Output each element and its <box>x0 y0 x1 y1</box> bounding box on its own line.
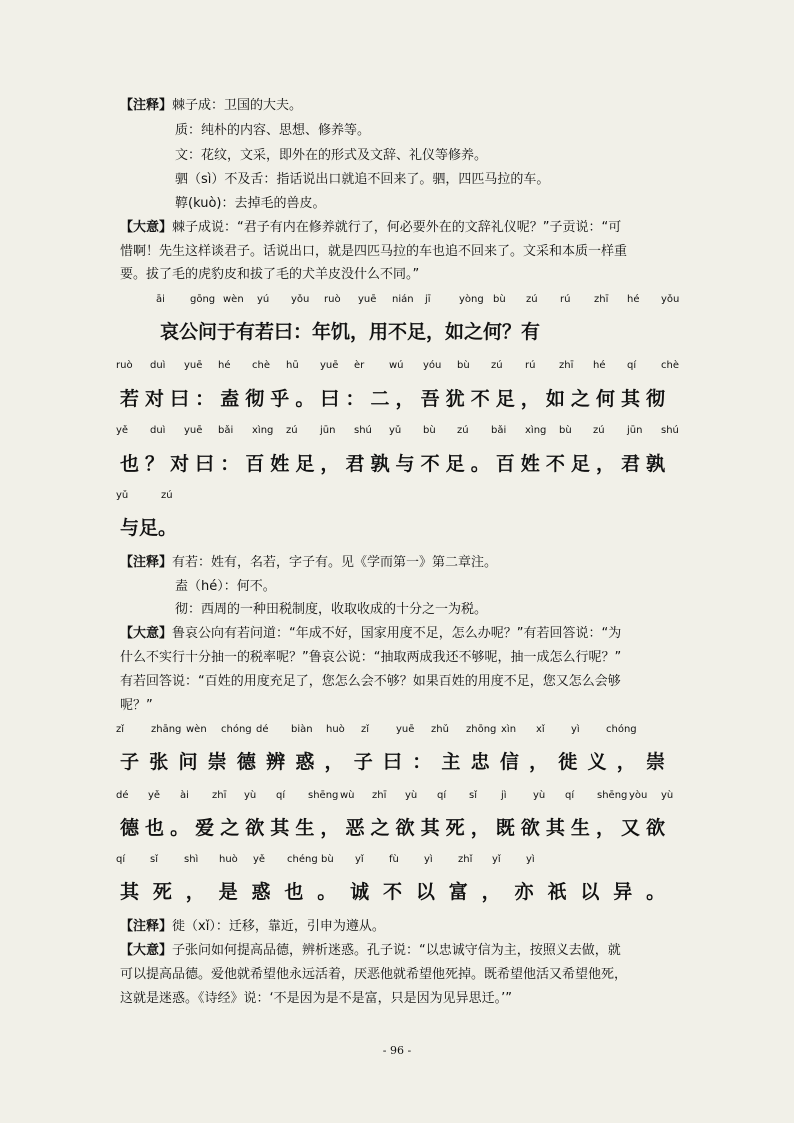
meaning-line: 【大意】子张问如何提高品德，辨析迷惑。孔子说：“以忠诚守信为主，按照义去做，就 <box>120 943 621 958</box>
pinyin-syllable: bù <box>457 360 470 371</box>
pinyin-syllable: hū <box>286 360 299 371</box>
pinyin-syllable: ruò <box>116 360 133 371</box>
pinyin-syllable: xìng <box>252 425 274 436</box>
pinyin-syllable: hé <box>627 294 640 305</box>
pinyin-syllable: ruò <box>324 294 341 305</box>
pinyin-syllable: duì <box>150 360 166 371</box>
meaning-line: 惜啊！先生这样谈君子。话说出口，就是四匹马拉的车也追不回来了。文采和本质一样重 <box>120 244 628 259</box>
meaning-label: 【大意】 <box>120 220 173 235</box>
pinyin-syllable: yǔ <box>389 425 402 436</box>
pinyin-syllable: chè <box>661 360 679 371</box>
classic-text-line: 子张问崇德辨惑，子曰：主忠信，徙义，崇 <box>120 751 676 773</box>
meaning-line: 【大意】鲁哀公向有若问道：“年成不好，国家用度不足，怎么办呢？”有若回答说：“为 <box>120 626 622 641</box>
pinyin-syllable: dé <box>256 724 269 735</box>
classic-text-line: 若对曰：盍彻乎。曰：二，吾犹不足，如之何其彻 <box>120 388 672 410</box>
pinyin-syllable: sǐ <box>469 790 477 801</box>
pinyin-syllable: bǎi <box>218 425 234 436</box>
meaning-line: 这就是迷惑。《诗经》说：‘不是因为是不是富，只是因为见异思迁。’” <box>120 991 512 1006</box>
pinyin-syllable: zǐ <box>361 724 370 735</box>
note-line: 【注释】有若：姓有，名若，字子有。见《学而第一》第二章注。 <box>120 555 498 570</box>
note-line: 文：花纹，文采，即外在的形式及文辞、礼仪等修养。 <box>175 148 488 163</box>
pinyin-syllable: wèn <box>223 294 244 305</box>
pinyin-syllable: zú <box>491 360 503 371</box>
pinyin-syllable: yě <box>116 425 129 436</box>
meaning-label: 【大意】 <box>120 943 173 958</box>
pinyin-syllable: nián <box>392 294 414 305</box>
pinyin-syllable: yuē <box>320 360 339 371</box>
pinyin-syllable: shú <box>354 425 372 436</box>
pinyin-syllable: zhǐ <box>458 854 473 865</box>
pinyin-syllable: hé <box>218 360 231 371</box>
pinyin-syllable: chóng <box>221 724 252 735</box>
pinyin-syllable: zhī <box>559 360 574 371</box>
pinyin-syllable: zhōng <box>466 724 497 735</box>
pinyin-syllable: rú <box>560 294 571 305</box>
pinyin-syllable: yì <box>424 854 433 865</box>
pinyin-syllable: yù <box>244 790 257 801</box>
pinyin-syllable: dé <box>116 790 129 801</box>
pinyin-syllable: yòu <box>629 790 648 801</box>
pinyin-syllable: jūn <box>627 425 643 436</box>
pinyin-syllable: yǐ <box>355 854 364 865</box>
pinyin-syllable: yù <box>405 790 418 801</box>
pinyin-syllable: qí <box>627 360 637 371</box>
pinyin-syllable: chéng <box>287 854 318 865</box>
pinyin-syllable: sǐ <box>150 854 158 865</box>
pinyin-syllable: yóu <box>423 360 442 371</box>
classic-text-line: 其死，是惑也。诚不以富，亦祇以异。 <box>120 881 679 903</box>
meaning-line: 什么不实行十分抽一的税率呢？”鲁哀公说：“抽取两成我还不够呢，抽一成怎么行呢？” <box>120 650 622 665</box>
pinyin-syllable: bǎi <box>491 425 507 436</box>
pinyin-syllable: yuē <box>358 294 377 305</box>
pinyin-syllable: yǒu <box>291 294 310 305</box>
meaning-label: 【大意】 <box>120 626 173 641</box>
pinyin-syllable: èr <box>354 360 365 371</box>
meaning-line: 呢？” <box>120 698 153 713</box>
pinyin-syllable: zú <box>457 425 469 436</box>
note-line: 【注释】徙（xǐ）：迁移，靠近，引申为遵从。 <box>120 919 385 934</box>
pinyin-syllable: jūn <box>320 425 336 436</box>
meaning-line: 【大意】棘子成说：“君子有内在修养就行了，何必要外在的文辞礼仪呢？”子贡说：“可 <box>120 220 622 235</box>
pinyin-syllable: zú <box>593 425 605 436</box>
pinyin-syllable: xìng <box>525 425 547 436</box>
pinyin-syllable: shì <box>184 854 199 865</box>
meaning-line: 有若回答说：“百姓的用度充足了，您怎么会不够？如果百姓的用度不足，您又怎么会够 <box>120 674 621 689</box>
pinyin-syllable: zú <box>526 294 538 305</box>
pinyin-syllable: yě <box>148 790 161 801</box>
pinyin-syllable: wèn <box>186 724 207 735</box>
notes-label: 【注释】 <box>120 919 173 934</box>
pinyin-syllable: xìn <box>501 724 517 735</box>
pinyin-syllable: huò <box>219 854 238 865</box>
pinyin-syllable: biàn <box>291 724 313 735</box>
pinyin-syllable: wù <box>340 790 355 801</box>
pinyin-syllable: qí <box>437 790 447 801</box>
pinyin-syllable: qí <box>565 790 575 801</box>
pinyin-syllable: yòng <box>459 294 484 305</box>
pinyin-syllable: bù <box>423 425 436 436</box>
classic-text-line: 德也。爱之欲其生，恶之欲其死，既欲其生，又欲 <box>120 817 672 839</box>
pinyin-syllable: zhī <box>212 790 227 801</box>
pinyin-syllable: yù <box>661 790 674 801</box>
pinyin-syllable: qí <box>116 854 126 865</box>
pinyin-syllable: yuē <box>184 360 203 371</box>
pinyin-syllable: zú <box>286 425 298 436</box>
pinyin-syllable: ài <box>180 790 189 801</box>
pinyin-syllable: chè <box>252 360 270 371</box>
note-line: 彻：西周的一种田税制度，收取收成的十分之一为税。 <box>175 602 488 617</box>
pinyin-syllable: huò <box>326 724 345 735</box>
note-line: 【注释】棘子成：卫国的大夫。 <box>120 98 303 113</box>
meaning-line: 要。拔了毛的虎豹皮和拔了毛的犬羊皮没什么不同。” <box>120 267 420 282</box>
pinyin-syllable: jī <box>425 294 431 305</box>
page-number: - 96 - <box>382 1044 412 1057</box>
notes-label: 【注释】 <box>120 555 173 570</box>
pinyin-syllable: hé <box>593 360 606 371</box>
meaning-line: 可以提高品德。爱他就希望他永远活着，厌恶他就希望他死掉。既希望他活又希望他死， <box>120 967 628 982</box>
pinyin-syllable: jì <box>501 790 507 801</box>
note-line: 驷（sì）不及舌：指话说出口就追不回来了。驷，四匹马拉的车。 <box>175 172 550 187</box>
pinyin-syllable: bù <box>321 854 334 865</box>
pinyin-syllable: qí <box>276 790 286 801</box>
pinyin-syllable: yǔ <box>116 490 129 501</box>
pinyin-syllable: duì <box>150 425 166 436</box>
pinyin-syllable: yì <box>526 854 535 865</box>
pinyin-syllable: wú <box>389 360 404 371</box>
pinyin-syllable: shú <box>661 425 679 436</box>
pinyin-syllable: zhī <box>594 294 609 305</box>
pinyin-syllable: zú <box>161 490 173 501</box>
notes-label: 【注释】 <box>120 98 173 113</box>
pinyin-syllable: bù <box>493 294 506 305</box>
pinyin-syllable: yuē <box>396 724 415 735</box>
pinyin-syllable: yù <box>533 790 546 801</box>
pinyin-syllable: zhāng <box>151 724 182 735</box>
pinyin-syllable: yǐ <box>492 854 501 865</box>
pinyin-syllable: zhī <box>372 790 387 801</box>
note-line: 质：纯朴的内容、思想、修养等。 <box>175 123 371 138</box>
pinyin-syllable: zhǔ <box>431 724 449 735</box>
pinyin-syllable: āi <box>156 294 165 305</box>
pinyin-syllable: yě <box>253 854 266 865</box>
pinyin-syllable: shēng <box>597 790 628 801</box>
note-line: 盍（hé）：何不。 <box>175 579 276 594</box>
pinyin-syllable: yuē <box>184 425 203 436</box>
pinyin-syllable: xǐ <box>536 724 545 735</box>
pinyin-syllable: gōng <box>190 294 216 305</box>
pinyin-syllable: yú <box>257 294 270 305</box>
note-line: 鞟(kuò)：去掉毛的兽皮。 <box>175 196 326 211</box>
pinyin-syllable: yǒu <box>661 294 680 305</box>
pinyin-syllable: shēng <box>308 790 339 801</box>
classic-text-line: 与足。 <box>120 517 178 539</box>
pinyin-syllable: rú <box>525 360 536 371</box>
pinyin-syllable: yì <box>571 724 580 735</box>
pinyin-syllable: zǐ <box>116 724 125 735</box>
pinyin-syllable: bù <box>559 425 572 436</box>
pinyin-syllable: chóng <box>606 724 637 735</box>
classic-text-line: 哀公问于有若曰：年饥，用不足，如之何？有 <box>160 321 541 343</box>
pinyin-syllable: fù <box>389 854 399 865</box>
classic-text-line: 也？对曰：百姓足，君孰与不足。百姓不足，君孰 <box>120 453 672 475</box>
